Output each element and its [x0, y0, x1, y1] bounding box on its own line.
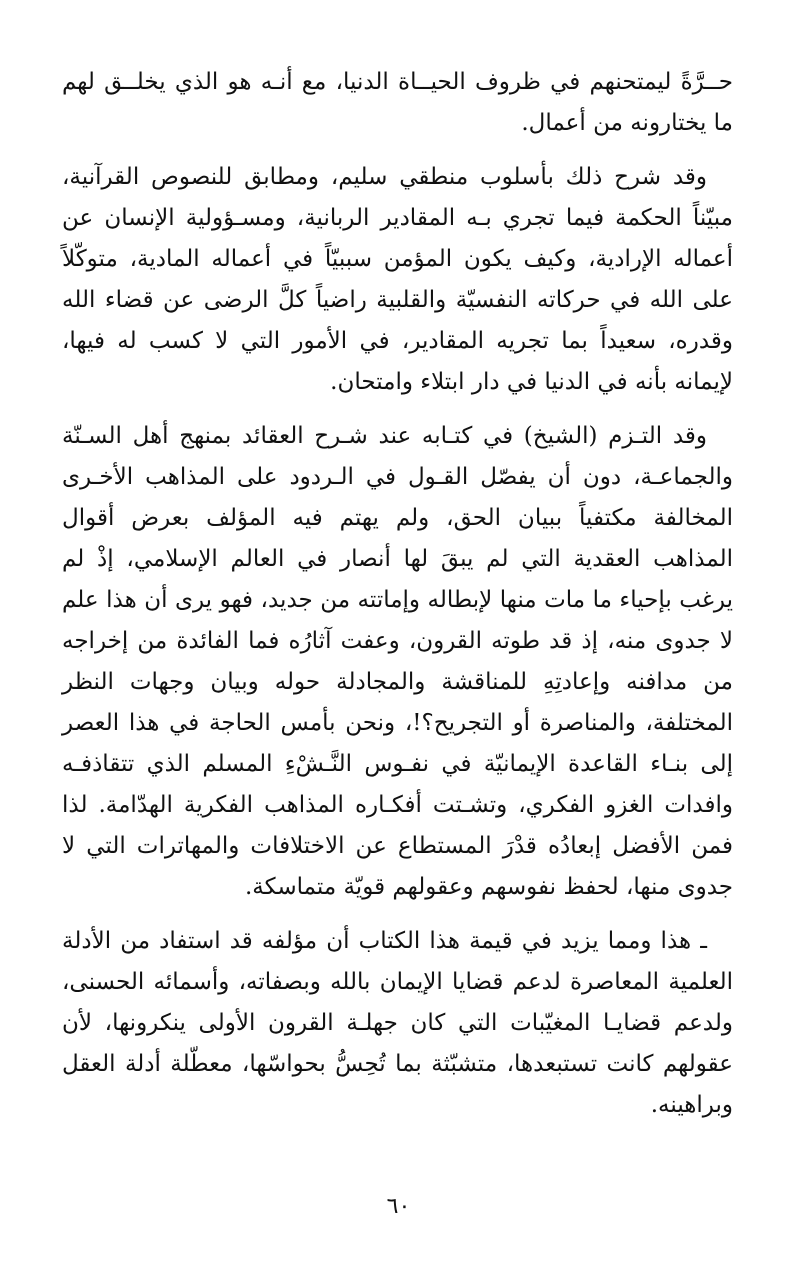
page-number: ٦٠	[386, 1194, 411, 1219]
paragraph: ـ هذا ومما يزيد في قيمة هذا الكتاب أن مؤلفه قد استفاد من الأدلة العلمية المعاصرة لدعم قضايا الإيمان بالله وبصفاته، وأسمائه الحسنى، ولدعم قضايـا المغيّبات التي كان جهلـة القرون الأولى ينكرونها، لأن عقولهم كانت تستبعدها، متشبّثة بما تُحِسُّ بحواسّها، معطّلة أدلة العقل وبراهينه.	[62, 928, 734, 1118]
paragraph: وقد شرح ذلك بأسلوب منطقي سليم، ومطابق للنصوص القرآنية، مبيّناً الحكمة فيما تجري بـه المقادير الربانية، ومسـؤولية الإنسان عن أعماله الإرادية، وكيف يكون المؤمن سببيّاً في أعماله المادية، متوكّلاً على الله في حركاته النفسيّة والقلبية راضياً كلَّ الرضى عن قضاء الله وقدره، سعيداً بما تجريه المقادير، في الأمور التي لا كسب له فيها، لإيمانه بأنه في الدنيا في دار ابتلاء وامتحان.	[62, 164, 734, 395]
page-body-text	[62, 62, 733, 1139]
paragraph: وقد التـزم (الشيخ) في كتـابه عند شـرح العقائد بمنهج أهل السـنّة والجماعـة، دون أن يفصّل القـول في الـردود على المذاهب الأخـرى المخالفة مكتفياً ببيان الحق، ولم يهتم فيه المؤلف بعرض أقوال المذاهب العقدية التي لم يبقَ لها أنصار في العالم الإسلامي، إذْ لم يرغب بإحياء ما مات منها لإبطاله وإماتته من جديد، فهو يرى أن هذا علم لا جدوى منه، إذ قد طوته القرون، وعفت آثارُه فما الفائدة من إخراجه من مدافنه وإعادتِهِ للمناقشة والمجادلة حوله وبيان وجهات النظر المختلفة، والمناصرة أو التجريح؟!، ونحن بأمس الحاجة في هذا العصر إلى بنـاء القاعدة الإيمانيّة في نفـوس النَّـشْءِ المسلم الذي تتقاذفـه وافدات الغزو الفكري، وتشـتت أفكـاره المذاهب الفكرية الهدّامة. لذا فمن الأفضل إبعادُه قدْرَ المستطاع عن الاختلافات والمهاترات التي لا جدوى منها، لحفظ نفوسهم وعقولهم قويّة متماسكة.	[62, 423, 733, 900]
paragraph: حــرَّةً ليمتحنهم في ظروف الحيــاة الدنيا، مع أنـه هو الذي يخلــق لهم ما يختارونه من أعمال.	[62, 69, 733, 136]
